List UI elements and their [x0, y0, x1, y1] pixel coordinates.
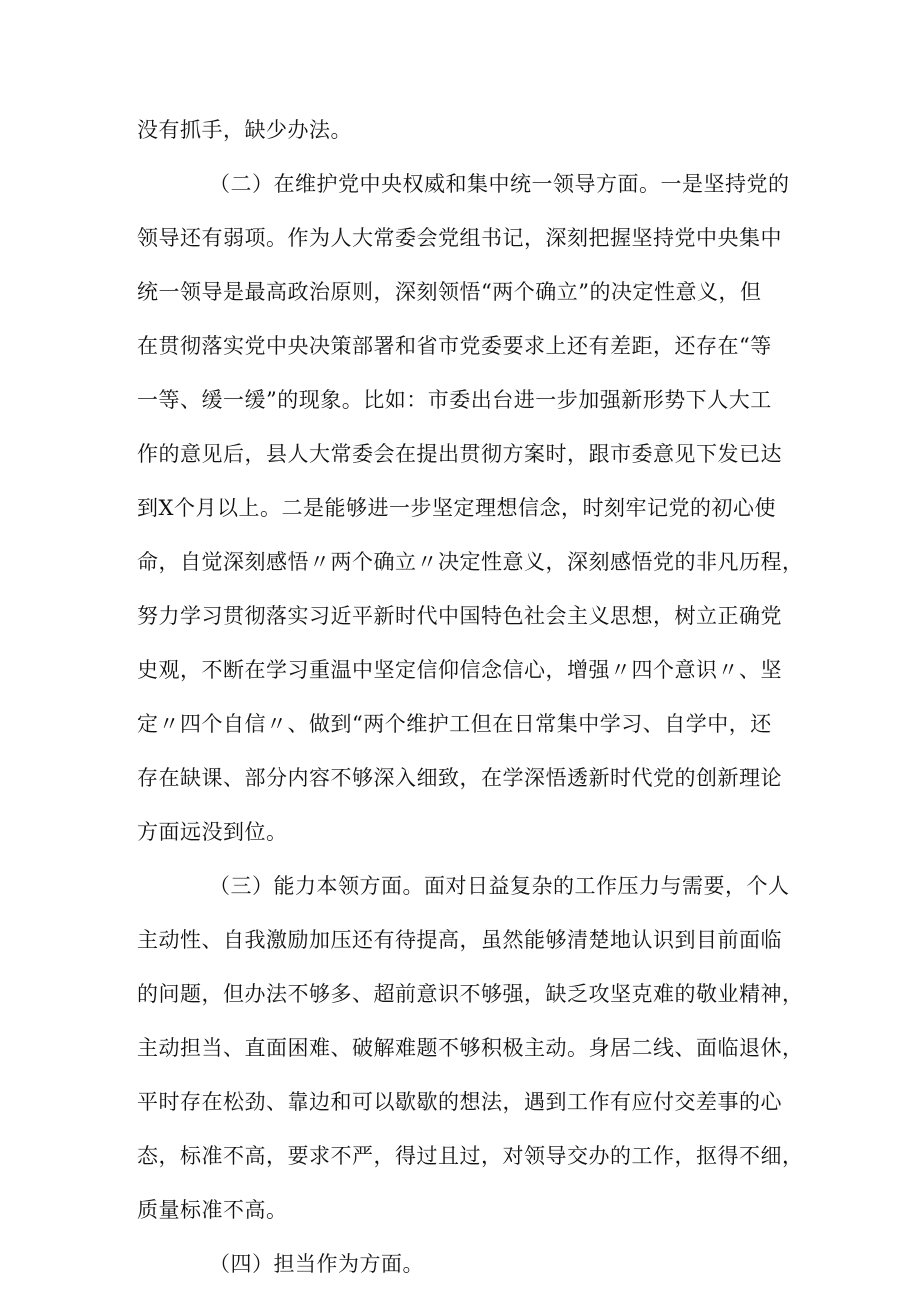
text-line: 在贯彻落实党中央决策部署和省市党委要求上还有差距，还存在“等	[137, 334, 772, 358]
text-line: 一等、缓一缓”的现象。比如：市委出台进一步加强新形势下人大工	[137, 388, 772, 412]
section-heading-2: （二）在维护党中央权威和集中统一领导方面。一是坚持党的	[209, 172, 790, 196]
text-line: 努力学习贯彻落实习近平新时代中国特色社会主义思想，树立正确党	[137, 604, 782, 628]
text-line: 到X个月以上。二是能够进一步坚定理想信念，时刻牢记党的初心使	[137, 496, 776, 520]
text-line: 史观，不断在学习重温中坚定信仰信念信心，增强〃四个意识〃、坚	[137, 658, 782, 682]
text-line: 没有抓手，缺少办法。	[137, 118, 352, 142]
text-line: 定〃四个自信〃、做到“两个维护工但在日常集中学习、自学中，还	[137, 712, 772, 736]
text-line: 作的意见后，县人大常委会在提出贯彻方案时，跟市委意见下发已达	[137, 442, 782, 466]
text-line: 主动担当、直面困难、破解难题不够积极主动。身居二线、面临退休，	[137, 1036, 804, 1060]
text-line: 命，自觉深刻感悟〃两个确立〃决定性意义，深刻感悟党的非凡历程，	[137, 550, 804, 574]
text-line: 主动性、自我激励加压还有待提高，虽然能够清楚地认识到目前面临	[137, 928, 782, 952]
section-heading-3: （三）能力本领方面。面对日益复杂的工作压力与需要，个人	[209, 874, 790, 898]
text-line: 态，标准不高，要求不严，得过且过，对领导交办的工作，抠得不细，	[137, 1144, 804, 1168]
text-line: 的问题，但办法不够多、超前意识不够强，缺乏攻坚克难的敬业精神，	[137, 982, 804, 1006]
text-line: 统一领导是最高政治原则，深刻领悟“两个确立”的决定性意义，但	[137, 280, 762, 304]
text-line: 方面远没到位。	[137, 820, 288, 844]
text-line: 存在缺课、部分内容不够深入细致，在学深悟透新时代党的创新理论	[137, 766, 782, 790]
text-line: 领导还有弱项。作为人大常委会党组书记，深刻把握坚持党中央集中	[137, 226, 782, 250]
section-heading-4: （四）担当作为方面。	[209, 1252, 424, 1276]
text-line: 平时存在松劲、靠边和可以歇歇的想法，遇到工作有应付交差事的心	[137, 1090, 782, 1114]
text-line: 质量标准不高。	[137, 1198, 288, 1222]
